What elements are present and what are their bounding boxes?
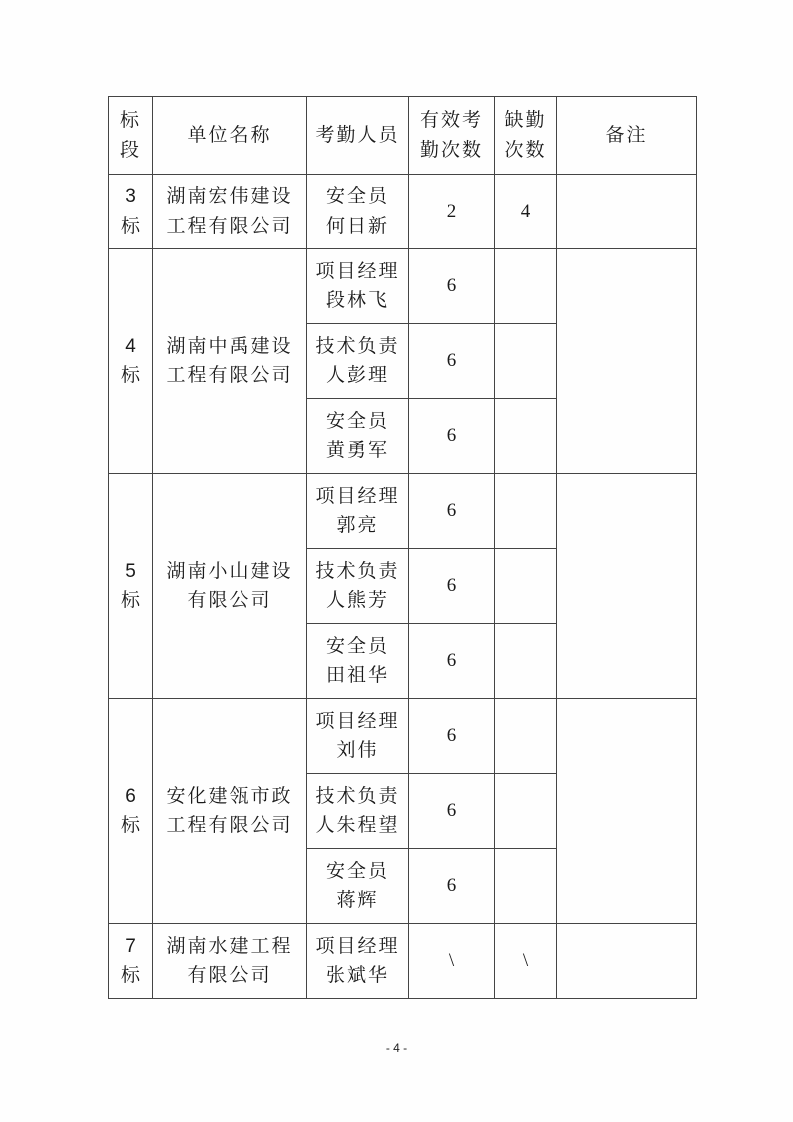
section-cell bbox=[109, 699, 153, 924]
header-section: 标 段 bbox=[109, 97, 153, 175]
header-absent: 缺勤 次数 bbox=[495, 97, 557, 175]
absent-count bbox=[495, 399, 557, 474]
table-row bbox=[109, 249, 697, 324]
valid-count: 6 bbox=[409, 699, 495, 774]
table-header-row bbox=[109, 97, 697, 175]
table-row bbox=[109, 924, 697, 999]
staff-cell: 技术负责 人朱程望 bbox=[307, 774, 409, 849]
section-suffix: 标 bbox=[120, 814, 140, 836]
valid-count: 6 bbox=[409, 849, 495, 924]
section-suffix: 标 bbox=[120, 964, 140, 986]
remark-cell bbox=[557, 474, 697, 699]
staff-cell: 安全员 蒋辉 bbox=[307, 849, 409, 924]
absent-count: 4 bbox=[495, 175, 557, 249]
section-cell bbox=[109, 924, 153, 999]
valid-count: 6 bbox=[409, 399, 495, 474]
remark-cell bbox=[557, 699, 697, 924]
company-name: 安化建瓴市政 工程有限公司 bbox=[153, 699, 307, 924]
section-cell bbox=[109, 175, 153, 249]
header-valid: 有效考 勤次数 bbox=[409, 97, 495, 175]
section-number: 4 bbox=[125, 335, 136, 357]
staff-cell: 技术负责 人彭理 bbox=[307, 324, 409, 399]
absent-count bbox=[495, 324, 557, 399]
section-suffix: 标 bbox=[120, 589, 140, 611]
remark-cell bbox=[557, 924, 697, 999]
section-cell bbox=[109, 474, 153, 699]
absent-count bbox=[495, 774, 557, 849]
absent-count bbox=[495, 849, 557, 924]
valid-count: 6 bbox=[409, 249, 495, 324]
absent-count bbox=[495, 699, 557, 774]
valid-count: 6 bbox=[409, 624, 495, 699]
absent-count bbox=[495, 474, 557, 549]
section-number: 3 bbox=[125, 186, 136, 208]
company-name: 湖南水建工程 有限公司 bbox=[153, 924, 307, 999]
attendance-table bbox=[108, 96, 697, 999]
staff-cell: 安全员 田祖华 bbox=[307, 624, 409, 699]
valid-count: 6 bbox=[409, 474, 495, 549]
valid-count: 6 bbox=[409, 324, 495, 399]
section-number: 7 bbox=[125, 935, 136, 957]
staff-cell: 项目经理 郭亮 bbox=[307, 474, 409, 549]
absent-count bbox=[495, 549, 557, 624]
staff-cell: 安全员 何日新 bbox=[307, 175, 409, 249]
company-name: 湖南小山建设 有限公司 bbox=[153, 474, 307, 699]
section-number: 5 bbox=[125, 560, 136, 582]
staff-cell: 项目经理 段林飞 bbox=[307, 249, 409, 324]
staff-cell: 项目经理 刘伟 bbox=[307, 699, 409, 774]
page-number: - 4 - bbox=[385, 1041, 408, 1055]
staff-cell: 技术负责 人熊芳 bbox=[307, 549, 409, 624]
header-remarks: 备注 bbox=[557, 97, 697, 175]
absent-count: \ bbox=[495, 924, 557, 999]
company-name: 湖南中禹建设 工程有限公司 bbox=[153, 249, 307, 474]
table-row bbox=[109, 474, 697, 549]
table-row bbox=[109, 699, 697, 774]
company-name: 湖南宏伟建设 工程有限公司 bbox=[153, 175, 307, 249]
remark-cell bbox=[557, 249, 697, 474]
section-suffix: 标 bbox=[120, 364, 140, 386]
section-cell bbox=[109, 249, 153, 474]
absent-count bbox=[495, 249, 557, 324]
absent-count bbox=[495, 624, 557, 699]
valid-count: \ bbox=[409, 924, 495, 999]
staff-cell: 项目经理 张斌华 bbox=[307, 924, 409, 999]
valid-count: 2 bbox=[409, 175, 495, 249]
table-row bbox=[109, 175, 697, 249]
header-company: 单位名称 bbox=[153, 97, 307, 175]
section-number: 6 bbox=[125, 785, 136, 807]
valid-count: 6 bbox=[409, 549, 495, 624]
header-staff: 考勤人员 bbox=[307, 97, 409, 175]
remark-cell bbox=[557, 175, 697, 249]
section-suffix: 标 bbox=[120, 214, 140, 237]
staff-cell: 安全员 黄勇军 bbox=[307, 399, 409, 474]
valid-count: 6 bbox=[409, 774, 495, 849]
